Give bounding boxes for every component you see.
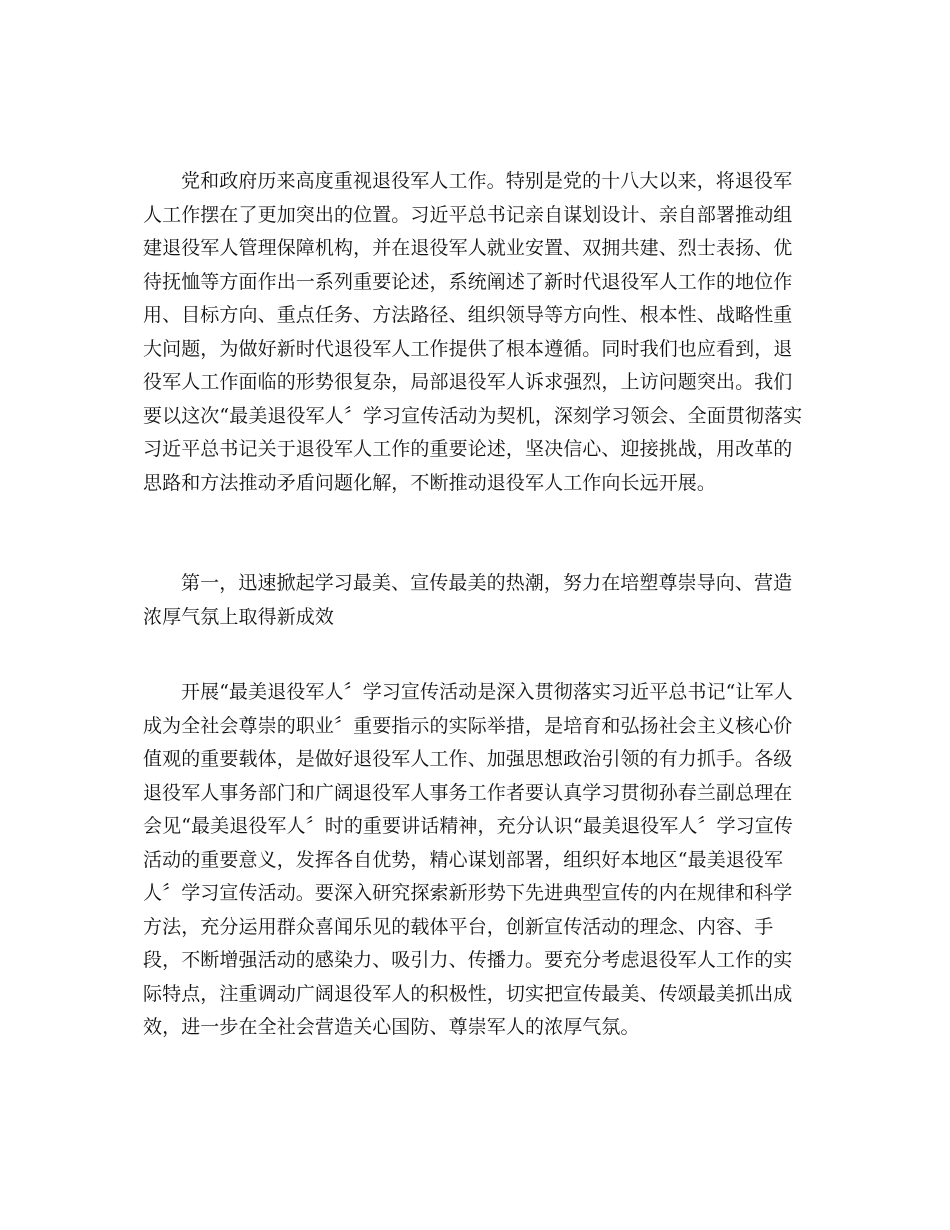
intro-paragraph: 党和政府历来高度重视退役军人工作。特别是党的十八大以来，将退役军人工作摆在了更加突出的位置。习近平总书记亲自谋划设计、亲自部署推动组建退役军人管理保障机构，并在退役军人就业安置、双拥共建、烈士表扬、优待抚恤等方面作出一系列重要论述，系统阐述了新时代退役军人工作的地位作用、目标方向、重点任务、方法路径、组织领导等方向性、根本性、战略性重大问题，为做好新时代退役军人工作提供了根本遵循。同时我们也应看到，退役军人工作面临的形势很复杂，局部退役军人诉求强烈，上访问题突出。我们要以这次“最美退役军人〞学习宣传活动为契机，深刻学习领会、全面贯彻落实习近平总书记关于退役军人工作的重要论述，坚决信心、迎接挑战，用改革的思路和方法推动矛盾问题化解，不断推动退役军人工作向长远开展。 bbox=[143, 170, 803, 494]
section-heading-paragraph: 第一，迅速掀起学习最美、宣传最美的热潮，努力在培塑尊崇导向、营造浓厚气氛上取得新成效 bbox=[143, 572, 793, 628]
body-paragraph: 开展“最美退役军人〞学习宣传活动是深入贯彻落实习近平总书记“让军人成为全社会尊崇的职业〞重要指示的实际举措，是培育和弘扬社会主义核心价值观的重要载体，是做好退役军人工作、加强思想政治引领的有力抓手。各级退役军人事务部门和广阔退役军人事务工作者要认真学习贯彻孙春兰副总理在会见“最美退役军人〞时的重要讲话精神，充分认识“最美退役军人〞学习宣传活动的重要意义，发挥各自优势，精心谋划部署，组织好本地区“最美退役军人〞学习宣传活动。要深入研究探索新形势下先进典型宣传的内在规律和科学方法，充分运用群众喜闻乐见的载体平台，创新宣传活动的理念、内容、手段，不断增强活动的感染力、吸引力、传播力。要充分考虑退役军人工作的实际特点，注重调动广阔退役军人的积极性，切实把宣传最美、传颂最美抓出成效，进一步在全社会营造关心国防、尊崇军人的浓厚气氛。 bbox=[143, 681, 793, 1038]
